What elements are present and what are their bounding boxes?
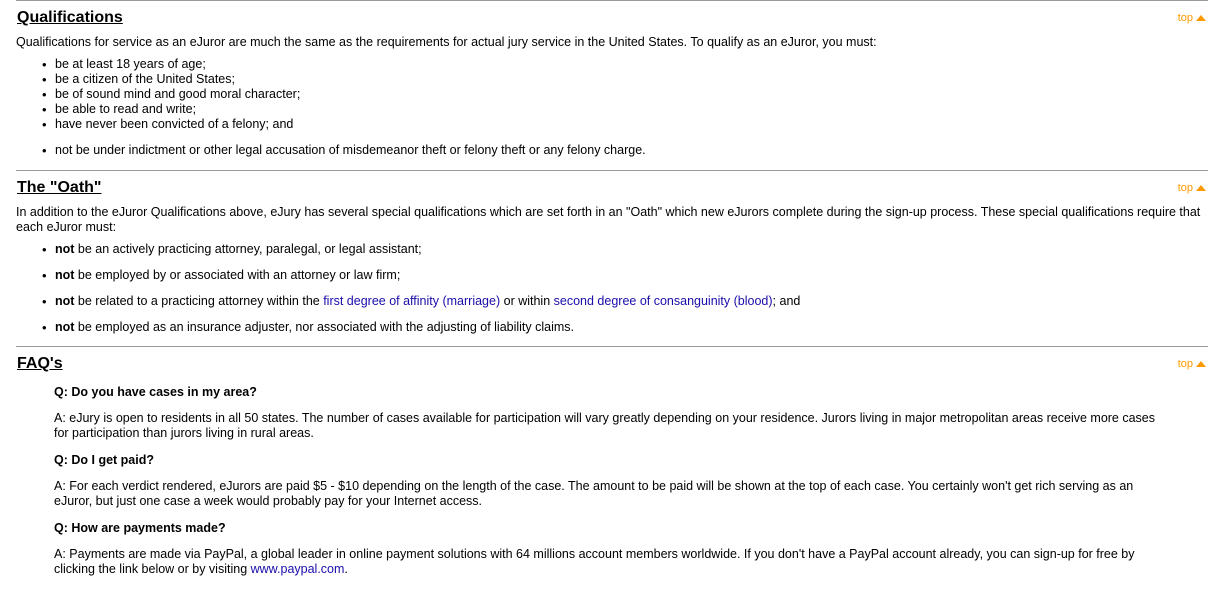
list-item: • have never been convicted of a felony; and: [42, 117, 1208, 132]
top-link[interactable]: top: [1178, 182, 1206, 194]
faq-answer: A: Payments are made via PayPal, a global leader in online payment solutions with 64 millions account members worldwide. If you don't have a PayPal account already, you can sign-up for free by clicking the link below or by visiting www.paypal.com.: [54, 547, 1135, 576]
qualifications-intro: Qualifications for service as an eJuror are much the same as the requirements for actual jury service in the United States. To qualify as an eJuror, you must:: [16, 35, 877, 49]
qualifications-list: [16, 57, 1208, 158]
faq-list: [54, 385, 1168, 577]
list-item: • be a citizen of the United States;: [42, 72, 1208, 87]
consanguinity-link[interactable]: second degree of consanguinity (blood): [553, 294, 773, 308]
top-link[interactable]: top: [1178, 12, 1206, 24]
list-item: • be able to read and write;: [42, 102, 1208, 117]
list-item: • not be employed as an insurance adjuster, nor associated with the adjusting of liability claims.: [42, 320, 1208, 335]
faq-question: Q: How are payments made?: [54, 521, 226, 535]
faq-answer: A: eJury is open to residents in all 50 states. The number of cases available for participation will vary greatly depending on your residence. Jurors living in major metropolitan areas receive more cases for participation than jurors living in rural areas.: [54, 411, 1156, 440]
qualifications-section: [16, 0, 1208, 170]
up-arrow-icon: [1196, 185, 1206, 191]
oath-heading: The "Oath": [17, 179, 102, 196]
list-item: • be of sound mind and good moral character;: [42, 87, 1208, 102]
list-item: • not be under indictment or other legal accusation of misdemeanor theft or felony theft or any felony charge.: [42, 143, 1208, 158]
faq-section: [16, 346, 1208, 577]
oath-section: [16, 170, 1208, 346]
list-item: • not be an actively practicing attorney, paralegal, or legal assistant;: [42, 242, 1208, 257]
qualifications-heading: Qualifications: [17, 9, 123, 26]
faq-question: Q: Do you have cases in my area?: [54, 385, 257, 399]
list-item: • not be related to a practicing attorney within the first degree of affinity (marriage) or within second degree of consanguinity (blood); and: [42, 294, 1208, 309]
list-item: • not be employed by or associated with an attorney or law firm;: [42, 268, 1208, 283]
affinity-link[interactable]: first degree of affinity (marriage): [323, 294, 501, 308]
paypal-link[interactable]: www.paypal.com: [250, 562, 345, 576]
faq-question: Q: Do I get paid?: [54, 453, 154, 467]
faq-heading: FAQ's: [17, 355, 63, 372]
oath-intro: In addition to the eJuror Qualifications above, eJury has several special qualifications which are set forth in an "Oath" which new eJurors complete during the sign-up process. These special qualifications require that each eJuror must:: [16, 205, 1201, 234]
up-arrow-icon: [1196, 15, 1206, 21]
list-item: • be at least 18 years of age;: [42, 57, 1208, 72]
oath-list: [16, 242, 1208, 335]
top-link[interactable]: top: [1178, 358, 1206, 370]
faq-answer: A: For each verdict rendered, eJurors are paid $5 - $10 depending on the length of the case. The amount to be paid will be shown at the top of each case. You certainly won't get rich serving as an eJuror, but just one case a week would probably pay for your Internet access.: [54, 479, 1134, 508]
up-arrow-icon: [1196, 361, 1206, 367]
